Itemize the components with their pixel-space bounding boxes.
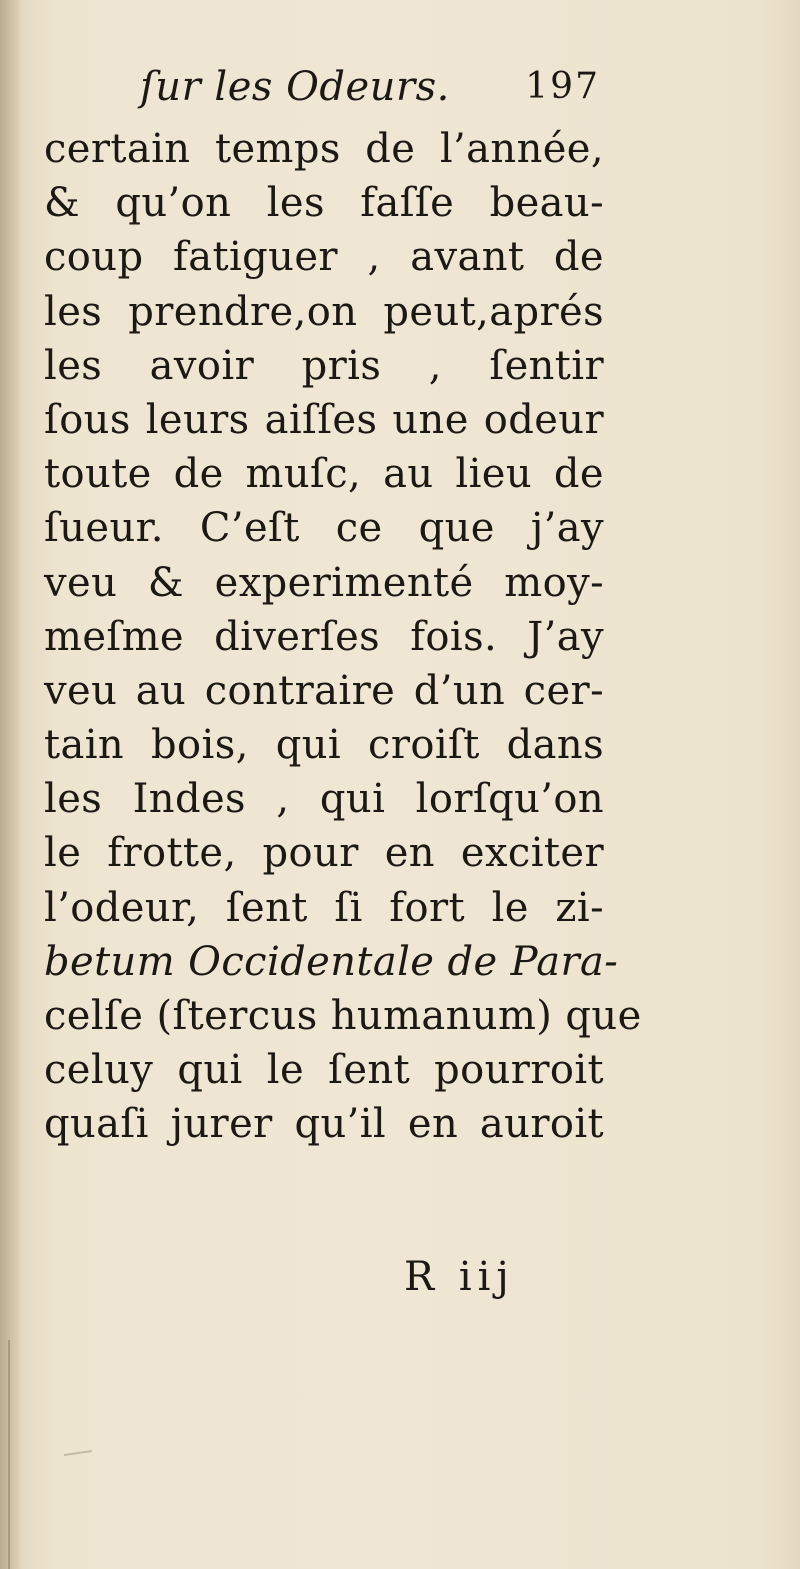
- gutter-edge: [8, 1340, 10, 1569]
- text-line: veu & experimenté moy-: [44, 559, 604, 606]
- text-line: coup fatiguer , avant de: [44, 234, 604, 281]
- text-line: quaſi jurer qu’il en auroit: [44, 1101, 604, 1148]
- text-line: celſe (ſtercus humanum) que: [44, 993, 642, 1039]
- running-title: ſur les Odeurs.: [140, 64, 450, 110]
- text-line: & qu’on les faſſe beau-: [44, 180, 604, 227]
- text-line-italic: betum Occidentale de Para-: [44, 938, 619, 985]
- text-line: ſueur. C’eſt ce que j’ay: [44, 505, 604, 552]
- text-line: les prendre,on peut,aprés: [44, 288, 604, 335]
- running-head: [140, 62, 600, 112]
- text-line: les avoir pris , ſentir: [44, 342, 604, 389]
- gutter-shadow: [0, 0, 22, 1569]
- paper-blemish: [64, 1450, 92, 1456]
- text-line: certain temps de l’année,: [44, 126, 604, 172]
- text-line: l’odeur, ſent ſi fort le zi-: [44, 884, 604, 931]
- text-line: tain bois, qui croiſt dans: [44, 722, 604, 769]
- text-line: veu au contraire d’un cer-: [44, 667, 604, 714]
- text-line: ſous leurs aiſſes une odeur: [44, 396, 604, 443]
- text-line: meſme diverſes fois. J’ay: [44, 613, 604, 660]
- text-line: toute de muſc, au lieu de: [44, 451, 604, 498]
- page-number: 197: [525, 66, 600, 107]
- text-line: les Indes , qui lorſqu’on: [44, 776, 604, 823]
- body-text: [44, 122, 642, 1152]
- text-line: le frotte, pour en exciter: [44, 830, 604, 877]
- signature-mark: R iij: [404, 1254, 515, 1300]
- text-line: celuy qui le ſent pourroit: [44, 1047, 604, 1094]
